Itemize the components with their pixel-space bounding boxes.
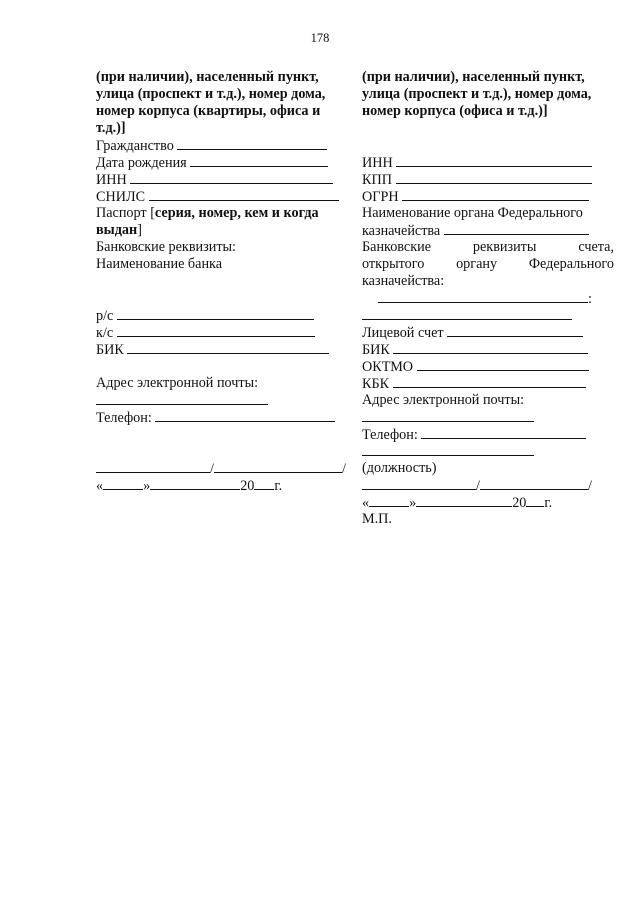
signature-name-blank[interactable] [214,460,342,473]
snils-field [96,188,348,205]
position-label: (должность) [362,460,437,476]
email-field [362,409,614,426]
phone-blank[interactable] [421,426,586,439]
birth-date-label: Дата рождения [96,155,187,171]
phone-label: Телефон: [362,427,418,443]
signature-separator: / [210,461,214,477]
oktmo-blank[interactable] [417,358,589,371]
stamp-label: М.П. [362,511,392,527]
email-blank[interactable] [362,409,534,422]
year-suffix: г. [544,495,553,511]
quote: « [362,495,370,511]
address-line: номер корпуса (квартиры, офиса и [96,103,321,119]
citizenship-label: Гражданство [96,138,174,154]
day-blank[interactable] [103,477,143,490]
personal-account-label: Лицевой счет [362,325,444,341]
address-line: улица (проспект и т.д.), номер дома, [362,86,592,102]
quote: « [96,478,104,494]
phone-field [96,409,348,426]
passport-field-cont [96,222,348,239]
year-prefix: 20 [240,478,255,494]
inn-label: ИНН [362,155,393,171]
kbk-blank[interactable] [393,375,586,388]
bank-name-label: Наименование банка [96,256,223,272]
day-blank[interactable] [369,494,409,507]
signature-separator: / [476,478,480,494]
email-field [96,392,348,409]
address-line: т.д.)] [96,120,126,136]
signature-field [96,460,348,477]
position-blank[interactable] [362,443,534,456]
snils-label: СНИЛС [96,189,146,205]
treasury-name-blank[interactable] [444,222,589,235]
year-suffix: г. [274,478,283,494]
year-blank[interactable] [526,494,544,507]
date-field [362,494,614,511]
ks-label: к/с [96,325,114,341]
ks-blank[interactable] [117,324,315,337]
bank-details-label: Банковские реквизиты: [96,239,236,255]
address-line: улица (проспект и т.д.), номер дома, [96,86,326,102]
word: счета, [578,239,614,255]
bik-field [362,341,614,358]
right-column [362,69,614,528]
phone-field [362,426,614,443]
address-line: номер корпуса (офиса и т.д.)] [362,103,548,119]
treasury-name-field [362,222,614,239]
year-blank[interactable] [254,477,274,490]
citizenship-blank[interactable] [177,137,327,150]
kpp-label: КПП [362,172,392,188]
bik-label: БИК [96,342,124,358]
passport-label: Паспорт [96,205,147,221]
birth-date-field [96,154,348,171]
month-blank[interactable] [150,477,240,490]
passport-field [96,205,348,222]
word: Банковские [362,239,431,255]
ogrn-field [362,188,614,205]
inn-blank[interactable] [396,154,592,167]
treasury-account-blank[interactable] [378,290,588,303]
citizenship-field [96,137,348,154]
date-field [96,477,348,494]
signature-field [362,477,614,494]
kpp-blank[interactable] [396,171,592,184]
bik-blank[interactable] [393,341,588,354]
treasury-account-field-2 [362,307,614,324]
rs-field [96,307,348,324]
ogrn-blank[interactable] [402,188,589,201]
email-label: Адрес электронной почты: [362,392,525,408]
treasury-account-field [362,290,614,307]
inn-blank[interactable] [130,171,333,184]
year-prefix: 20 [512,495,527,511]
personal-account-field [362,324,614,341]
treasury-account-blank-2[interactable] [362,307,572,320]
position-field [362,443,614,460]
snils-blank[interactable] [149,188,339,201]
word: органу [456,256,498,272]
ks-field [96,324,348,341]
word: Федерального [528,256,614,272]
address-line: (при наличии), населенный пункт, [362,69,585,85]
ogrn-label: ОГРН [362,189,399,205]
bracket: [ [150,205,155,221]
quote: » [409,495,417,511]
signature-name-blank[interactable] [480,477,588,490]
treasury-label: казначейства [362,223,441,239]
bik-blank[interactable] [127,341,329,354]
rs-blank[interactable] [117,307,314,320]
birth-date-blank[interactable] [190,154,328,167]
oktmo-field [362,358,614,375]
signature-blank[interactable] [362,477,476,490]
inn-field [362,154,614,171]
kbk-label: КБК [362,376,390,392]
left-column [96,69,348,494]
passport-hint: серия, номер, кем и когда [154,205,319,221]
signature-blank[interactable] [96,460,210,473]
word: открытого [362,256,425,272]
bik-label: БИК [362,342,390,358]
address-line: (при наличии), населенный пункт, [96,69,319,85]
email-blank[interactable] [96,392,268,405]
treasury-account-label: казначейства: [362,273,445,289]
email-label: Адрес электронной почты: [96,375,259,391]
kpp-field [362,171,614,188]
oktmo-label: ОКТМО [362,359,414,375]
kbk-field [362,375,614,392]
month-blank[interactable] [416,494,512,507]
word: реквизиты [472,239,537,255]
inn-field [96,171,348,188]
colon: : [588,291,592,307]
inn-label: ИНН [96,172,127,188]
passport-hint: выдан [96,222,138,238]
bracket: ] [137,222,142,238]
treasury-name-label: Наименование органа Федерального [362,205,583,221]
rs-label: р/с [96,308,114,324]
quote: » [143,478,151,494]
signature-separator: / [587,478,592,494]
treasury-account-label [362,256,614,273]
signature-separator: / [341,461,346,477]
phone-blank[interactable] [155,409,335,422]
phone-label: Телефон: [96,410,152,426]
personal-account-blank[interactable] [447,324,583,337]
bik-field [96,341,348,358]
page-number: 178 [310,31,330,45]
treasury-account-label [362,239,614,256]
